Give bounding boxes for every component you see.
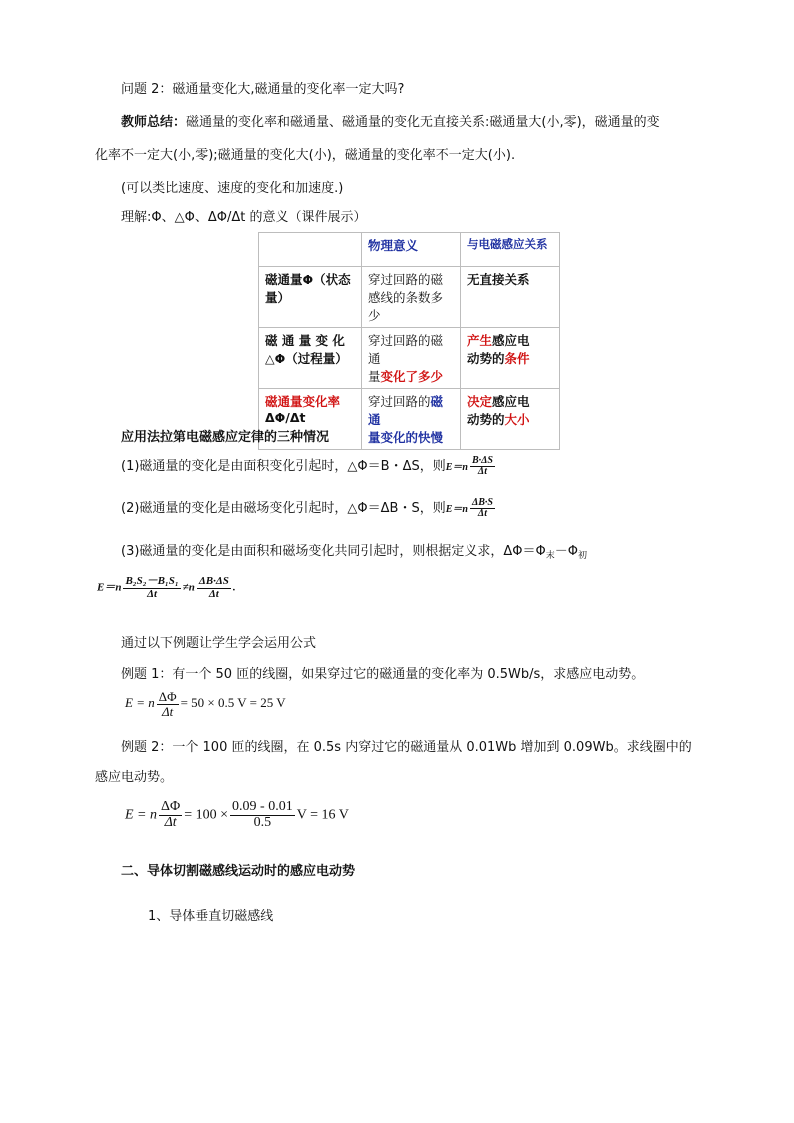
fraction-denominator: Δt [162, 703, 174, 719]
case-2-formula-lhs: E＝n [445, 504, 468, 515]
formula-rhs: = 50 × 0.5 V = 25 V [180, 695, 286, 711]
formula-neq: ≠n [182, 581, 195, 594]
cell-highlight: 变化了多少 [380, 369, 444, 384]
question-2: 问题 2：磁通量变化大,磁通量的变化率一定大吗? [121, 82, 405, 97]
case-1-fraction [470, 456, 495, 478]
formula-end: . [232, 581, 236, 594]
cell-text: ΔΦ/Δt [265, 410, 306, 425]
three-cases-title: 应用法拉第电磁感应定律的三种情况 [121, 430, 330, 445]
table-header-relation: 与电磁感应关系 [461, 233, 560, 267]
summary-line-1 [121, 111, 660, 130]
example-1-fraction [157, 690, 179, 718]
fraction-numerator: ΔB·S [471, 496, 493, 508]
understand-line: 理解:Φ、△Φ、ΔΦ/Δt 的意义（课件展示） [121, 210, 367, 225]
example-2-line-2: 感应电动势。 [95, 770, 174, 785]
cell-text: 量 [368, 369, 381, 384]
fraction-denominator: Δt [147, 587, 158, 600]
case-1-text: (1)磁通量的变化是由面积变化引起时，△Φ＝B・ΔS，则 [121, 459, 446, 474]
summary-label: 教师总结： [121, 115, 187, 130]
case-1 [121, 455, 497, 478]
case-3-sub-final: 末 [545, 551, 555, 561]
table-header-cell-empty [259, 233, 362, 267]
table-cell-flux-change-relation [461, 328, 560, 389]
example-2-formula [125, 800, 349, 830]
cell-highlight: 量变化的快慢 [368, 430, 444, 445]
formula-lhs: E = n [125, 807, 157, 823]
fraction-denominator: Δt [477, 508, 487, 519]
fraction-numerator: B·ΔS [471, 454, 493, 466]
formula-mid: = 100 × [184, 807, 229, 823]
table-row [259, 328, 560, 389]
case-3-fraction-1 [123, 576, 180, 600]
fraction-numerator: ΔΦ [158, 689, 177, 704]
example-2-fraction-2 [230, 800, 295, 830]
table-header-meaning: 物理意义 [362, 233, 461, 267]
fraction-denominator: 0.5 [253, 814, 272, 830]
case-3-fraction-2 [197, 576, 231, 600]
example-1-formula [125, 690, 286, 718]
case-2-fraction [470, 498, 495, 520]
cell-highlight: 条件 [504, 351, 530, 366]
cell-highlight: 产生 [467, 333, 493, 348]
table-cell-flux-change-meaning [362, 328, 461, 389]
case-3-text-mid: －Φ [554, 544, 579, 559]
table-cell-flux-rate-meaning [362, 389, 461, 450]
summary-line-2: 化率不一定大(小,零);磁通量的变化大(小)，磁通量的变化率不一定大(小). [95, 148, 516, 163]
cell-text: 穿过回路的 [368, 394, 431, 409]
subsection-1: 1、导体垂直切磁感线 [148, 909, 274, 924]
table-header-row [259, 233, 560, 267]
cell-text: 磁 通 量 变 化 [265, 333, 345, 348]
fraction-numerator: 0.09 - 0.01 [232, 799, 293, 814]
fraction-numerator: ΔB·ΔS [198, 575, 229, 587]
formula-lhs: E = n [125, 695, 155, 711]
formula-lhs: E＝n [97, 581, 122, 594]
table-row [259, 267, 560, 328]
table-cell-flux-rate-relation [461, 389, 560, 450]
cell-highlight: 大小 [504, 412, 530, 427]
case-2-text: (2)磁通量的变化是由磁场变化引起时，△Φ＝ΔB・S，则 [121, 501, 446, 516]
case-3-formula [97, 576, 236, 600]
cell-highlight: 决定 [467, 394, 493, 409]
table-cell-flux-meaning: 穿过回路的磁感线的条数多少 [362, 267, 461, 328]
case-3 [121, 540, 587, 561]
cell-text: 感应电 [492, 394, 530, 409]
table-cell-flux-change [259, 328, 362, 389]
example-1-text: 例题 1：有一个 50 匝的线圈，如果穿过它的磁通量的变化率为 0.5Wb/s，求感应电动势。 [121, 667, 645, 682]
fraction-numerator: ΔΦ [161, 799, 181, 814]
section-2-heading: 二、导体切割磁感线运动时的感应电动势 [121, 864, 356, 879]
cell-highlight: 磁通 [368, 394, 444, 427]
examples-intro: 通过以下例题让学生学会运用公式 [121, 636, 317, 651]
cell-text: 穿过回路的磁通 [368, 333, 444, 366]
fraction-numerator: B₂S₂－B₁S₁ [125, 575, 179, 587]
summary-text-1: 磁通量的变化率和磁通量、磁通量的变化无直接关系:磁通量大(小,零)，磁通量的变 [186, 115, 660, 130]
fraction-denominator: Δt [164, 814, 177, 830]
cell-text: 动势的 [467, 351, 505, 366]
fraction-denominator: Δt [477, 466, 487, 477]
case-2 [121, 497, 497, 520]
case-1-formula-lhs: E＝n [445, 462, 468, 473]
flux-table [258, 232, 560, 450]
cell-highlight: 磁通量变化率 [265, 394, 341, 409]
table-cell-flux: 磁通量Φ（状态量） [259, 267, 362, 328]
case-3-sub-initial: 初 [578, 551, 588, 561]
table-cell-flux-relation: 无直接关系 [461, 267, 560, 328]
analogy-note: (可以类比速度、速度的变化和加速度.) [121, 181, 344, 196]
example-2-line-1: 例题 2：一个 100 匝的线圈，在 0.5s 内穿过它的磁通量从 0.01Wb 增加到 0.09Wb。求线圈中的 [121, 740, 692, 755]
formula-rhs: V = 16 V [296, 807, 349, 823]
case-3-text: (3)磁通量的变化是由面积和磁场变化共同引起时，则根据定义求，ΔΦ＝Φ [121, 544, 546, 559]
fraction-denominator: Δt [208, 587, 219, 600]
cell-text: △Φ（过程量） [265, 351, 348, 366]
example-2-fraction-1 [159, 800, 182, 830]
cell-text: 感应电 [492, 333, 530, 348]
cell-text: 动势的 [467, 412, 505, 427]
